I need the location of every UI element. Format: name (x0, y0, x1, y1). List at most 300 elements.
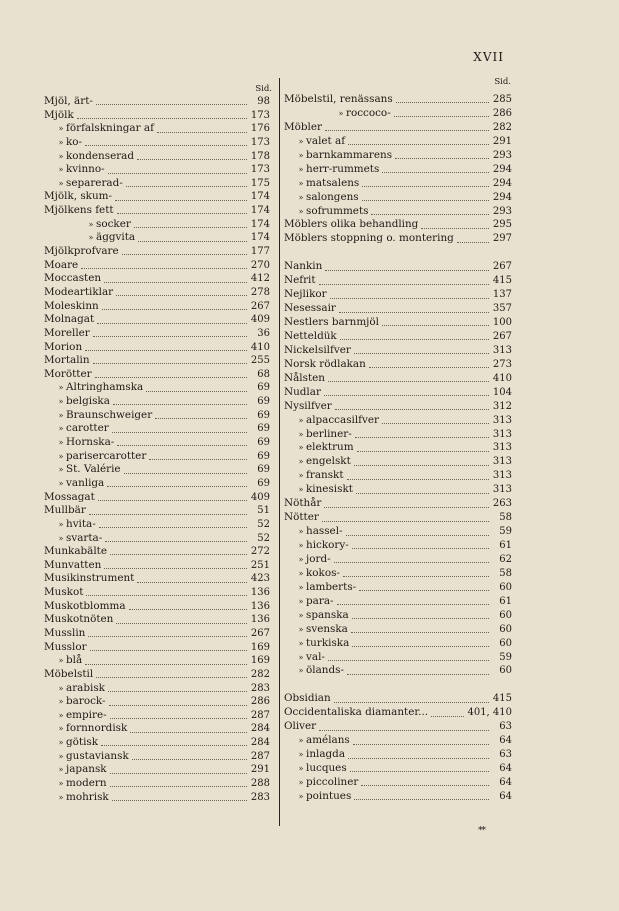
index-term: svarta- (66, 531, 103, 544)
index-entry (284, 483, 512, 497)
ditto-mark: » (298, 666, 304, 676)
column-divider (279, 78, 280, 826)
index-entry (284, 107, 512, 121)
index-entry (284, 428, 512, 442)
page-reference: 104 (492, 386, 512, 398)
index-term: roccoco- (346, 106, 391, 119)
index-term: barnkammarens (306, 148, 393, 161)
dot-leader (395, 158, 489, 159)
page-reference: 137 (492, 289, 512, 301)
index-entry (44, 627, 270, 641)
index-entry (284, 260, 512, 274)
index-entry (44, 231, 270, 245)
index-term: Möblers stoppning o. montering (284, 232, 454, 245)
page-reference: 51 (257, 505, 270, 517)
index-entry (44, 572, 270, 586)
index-term: Hornska- (66, 436, 115, 449)
ditto-mark: » (298, 791, 304, 801)
dot-leader (108, 691, 247, 692)
index-term: Mjöl, ärt- (44, 95, 93, 107)
ditto-mark: » (298, 554, 304, 564)
page-reference: 267 (492, 261, 512, 273)
index-term: piccoliner (306, 775, 359, 788)
ditto-mark: » (58, 683, 64, 693)
page-reference: 267 (250, 300, 270, 312)
page-reference: 69 (257, 382, 270, 394)
page-reference: 287 (250, 750, 270, 762)
index-entry (44, 409, 270, 423)
index-term: Altringhamska (66, 381, 144, 394)
index-entry (284, 344, 512, 358)
dot-leader (325, 270, 489, 271)
index-entry (44, 504, 270, 518)
index-term: Obsidian (284, 692, 331, 705)
dot-leader (110, 773, 247, 774)
index-term: äggvita (96, 231, 136, 244)
index-entry (44, 545, 270, 559)
dot-leader (93, 336, 247, 337)
index-entry (44, 122, 270, 136)
index-term: Möbelstil (44, 667, 94, 680)
dot-leader (431, 716, 464, 717)
index-term: Nestlers barnmjöl (284, 316, 379, 328)
page-reference: 62 (499, 553, 512, 565)
index-entry (44, 190, 270, 204)
dot-leader (319, 284, 489, 285)
page-reference: 415 (492, 693, 512, 705)
dot-leader (149, 459, 247, 460)
dot-leader (339, 312, 489, 313)
ditto-mark: » (58, 478, 64, 488)
index-entry (44, 736, 270, 750)
index-term: pointues (306, 789, 352, 802)
page-reference: 273 (492, 358, 512, 370)
index-term: jord- (306, 552, 331, 565)
ditto-mark: » (58, 710, 64, 720)
dot-leader (130, 732, 247, 733)
ditto-mark: » (298, 471, 304, 481)
index-term: Nejlikor (284, 288, 327, 301)
page-reference: 401, 410 (467, 707, 512, 719)
page-reference: 267 (492, 330, 512, 342)
dot-leader (98, 500, 247, 501)
dot-leader (85, 145, 247, 146)
index-term: förfalskningar af (66, 122, 154, 135)
ditto-mark: » (298, 443, 304, 453)
index-term: Muskotblomma (44, 599, 126, 612)
page-reference: 410 (250, 341, 270, 353)
dot-leader (352, 646, 489, 647)
page-reference: 64 (499, 776, 512, 788)
ditto-mark: » (58, 465, 64, 475)
index-entry (284, 790, 512, 804)
page-reference: 313 (492, 344, 512, 356)
page-reference: 293 (492, 149, 512, 161)
index-entry (44, 436, 270, 450)
index-entry (284, 358, 512, 372)
index-entry (44, 450, 270, 464)
page-reference: 283 (250, 682, 270, 694)
index-entry (44, 668, 270, 682)
page-reference: 59 (499, 526, 512, 538)
page-reference: 60 (499, 623, 512, 635)
dot-leader (101, 745, 247, 746)
dot-leader (355, 437, 489, 438)
dot-leader (85, 350, 247, 351)
index-entry (44, 245, 270, 259)
page-reference: 69 (257, 396, 270, 408)
index-term: kinesiskt (306, 483, 353, 496)
ditto-mark: » (58, 137, 64, 147)
dot-leader (122, 254, 247, 255)
ditto-mark: » (58, 519, 64, 529)
dot-leader (334, 562, 489, 563)
dot-leader (86, 595, 247, 596)
dot-leader (146, 391, 247, 392)
index-entry (284, 93, 512, 107)
page-reference: 278 (250, 286, 270, 298)
index-term: Modeartiklar (44, 285, 114, 298)
index-term: franskt (306, 469, 344, 482)
ditto-mark: » (58, 383, 64, 393)
page-reference: 284 (250, 737, 270, 749)
index-entry (284, 706, 512, 720)
ditto-mark: » (58, 697, 64, 707)
page-reference: 294 (492, 163, 512, 175)
dot-leader (340, 339, 489, 340)
index-entry (284, 302, 512, 316)
index-entry (44, 272, 270, 286)
dot-leader (347, 479, 489, 480)
page-reference: 61 (499, 595, 512, 607)
ditto-mark: » (298, 638, 304, 648)
dot-leader (124, 473, 247, 474)
index-term: Mjölk, skum- (44, 190, 113, 203)
page-reference: 409 (250, 491, 270, 503)
index-entry (284, 163, 512, 177)
index-entry (284, 288, 512, 302)
page-reference: 282 (492, 121, 512, 133)
ditto-mark: » (58, 438, 64, 448)
left-column-header: Sid. (255, 84, 272, 94)
index-term: Muskotnöten (44, 613, 114, 626)
page-reference: 410 (492, 372, 512, 384)
dot-leader (335, 409, 489, 410)
page-number: XVII (473, 50, 504, 64)
ditto-mark: » (298, 624, 304, 634)
footer-signature-mark: ** (478, 826, 485, 836)
index-term: Occidentaliska diamanter... (284, 706, 429, 719)
index-term: mohrisk (66, 790, 109, 803)
ditto-mark: » (58, 165, 64, 175)
dot-leader (112, 432, 247, 433)
page-reference: 59 (499, 651, 512, 663)
index-term: Munkabälte (44, 545, 108, 558)
index-term: svenska (306, 622, 348, 635)
index-term: kokos- (306, 566, 340, 579)
dot-leader (112, 800, 247, 801)
dot-leader (117, 213, 247, 214)
dot-leader (382, 423, 489, 424)
dot-leader (324, 395, 489, 396)
dot-leader (354, 353, 489, 354)
ditto-mark: » (298, 582, 304, 592)
dot-leader (334, 702, 489, 703)
page-reference: 175 (250, 177, 270, 189)
index-term: berliner- (306, 427, 352, 440)
ditto-mark: » (298, 457, 304, 467)
dot-leader (134, 227, 247, 228)
dot-leader (126, 186, 247, 187)
page-reference: 58 (499, 567, 512, 579)
dot-leader (352, 548, 489, 549)
index-term: Braunschweiger (66, 408, 153, 421)
index-entry (44, 654, 270, 668)
dot-leader (155, 418, 247, 419)
page-reference: 136 (250, 600, 270, 612)
index-entry (284, 581, 512, 595)
index-entry (284, 637, 512, 651)
dot-leader (104, 282, 247, 283)
index-entry (284, 511, 512, 525)
ditto-mark: » (298, 736, 304, 746)
page-reference: 100 (492, 317, 512, 328)
dot-leader (325, 130, 489, 131)
page-reference: 169 (250, 655, 270, 667)
ditto-mark: » (298, 777, 304, 787)
page-reference: 270 (250, 259, 270, 271)
page-reference: 177 (250, 246, 270, 258)
index-entry (284, 734, 512, 748)
index-term: Musslin (44, 626, 86, 639)
dot-leader (421, 228, 489, 229)
index-entry (284, 149, 512, 163)
ditto-mark: » (338, 108, 344, 118)
ditto-mark: » (88, 233, 94, 243)
ditto-mark: » (58, 451, 64, 461)
dot-leader (351, 632, 489, 633)
index-entry (44, 109, 270, 123)
ditto-mark: » (58, 178, 64, 188)
index-term: Oliver (284, 720, 317, 733)
index-entry (44, 763, 270, 777)
dot-leader (382, 172, 489, 173)
ditto-mark: » (298, 192, 304, 202)
page-reference: 61 (499, 540, 512, 551)
index-entry (284, 567, 512, 581)
page-reference: 136 (250, 614, 270, 626)
index-entry (44, 600, 270, 614)
page-reference: 52 (257, 518, 270, 530)
index-entry (44, 395, 270, 409)
index-entry (284, 553, 512, 567)
dot-leader (337, 604, 489, 605)
index-entry (284, 762, 512, 776)
index-term: fornnordisk (66, 722, 128, 735)
index-entry (284, 441, 512, 455)
dot-leader (113, 404, 247, 405)
index-term: lucques (306, 762, 347, 774)
page-reference: 169 (250, 641, 270, 653)
index-entry (44, 300, 270, 314)
page-reference: 312 (492, 400, 512, 412)
ditto-mark: » (88, 219, 94, 229)
index-term: Möbler (284, 120, 322, 133)
ditto-mark: » (298, 610, 304, 620)
page-reference: 288 (250, 778, 270, 790)
index-term: empire- (66, 708, 107, 721)
ditto-mark: » (298, 429, 304, 439)
ditto-mark: » (58, 765, 64, 775)
dot-leader (328, 660, 489, 661)
dot-leader (371, 214, 489, 215)
index-term: arabisk (66, 681, 105, 694)
index-entry (284, 748, 512, 762)
dot-leader (116, 295, 247, 296)
ditto-mark: » (58, 724, 64, 734)
page-reference: 64 (499, 735, 512, 747)
index-entry (284, 135, 512, 149)
dot-leader (90, 650, 247, 651)
index-entry (44, 341, 270, 355)
page-reference: 297 (492, 233, 512, 245)
dot-leader (110, 718, 247, 719)
page-reference: 294 (492, 177, 512, 189)
ditto-mark: » (298, 764, 304, 773)
dot-leader (105, 541, 247, 542)
dot-leader (319, 730, 489, 731)
dot-leader (81, 268, 247, 269)
page-reference: 412 (250, 273, 270, 285)
index-entry (284, 469, 512, 483)
dot-leader (99, 527, 247, 528)
index-entry (284, 651, 512, 665)
index-term: Mjölkens fett (44, 204, 114, 217)
page-reference: 286 (492, 107, 512, 119)
page-reference: 282 (250, 668, 270, 680)
dot-leader (96, 104, 247, 105)
ditto-mark: » (298, 568, 304, 578)
index-term: kvinno- (66, 163, 105, 176)
index-term: carotter (66, 422, 109, 435)
page-reference: 283 (250, 791, 270, 803)
page-reference: 313 (492, 428, 512, 440)
page-reference: 285 (492, 94, 512, 105)
index-entry (284, 274, 512, 288)
page-reference: 272 (250, 546, 270, 558)
index-entry (284, 623, 512, 637)
index-entry (284, 386, 512, 400)
index-term: hvita- (66, 517, 96, 530)
dot-leader (324, 507, 489, 508)
index-term: vanliga (66, 476, 105, 489)
page-reference: 294 (492, 191, 512, 203)
index-term: herr-rummets (306, 162, 380, 175)
index-term: Moleskinn (44, 299, 99, 312)
index-term: Mjölkprofvare (44, 245, 119, 258)
index-column-left (44, 95, 270, 804)
index-term: elektrum (306, 441, 354, 454)
page-reference: 415 (492, 275, 512, 287)
index-term: Norsk rödlakan (284, 357, 366, 370)
ditto-mark: » (298, 150, 304, 160)
index-entry (284, 121, 512, 135)
ditto-mark: » (58, 779, 64, 789)
dot-leader (102, 309, 247, 310)
index-entry (44, 286, 270, 300)
index-entry (44, 722, 270, 736)
page-reference: 173 (250, 109, 270, 121)
index-entry (44, 586, 270, 600)
index-entry (44, 750, 270, 764)
dot-leader (117, 445, 247, 446)
ditto-mark: » (298, 750, 304, 760)
index-term: parisercarotter (66, 449, 147, 462)
index-term: Netteldük (284, 329, 337, 342)
dot-leader (108, 173, 247, 174)
page-reference: 69 (257, 409, 270, 421)
dot-leader (110, 786, 247, 787)
page-reference: 63 (499, 749, 512, 761)
page-reference: 295 (492, 219, 512, 231)
index-entry (284, 316, 512, 330)
dot-leader (77, 118, 247, 119)
index-entry (284, 497, 512, 511)
index-entry (284, 609, 512, 623)
page-reference: 58 (499, 512, 512, 524)
dot-leader (356, 493, 489, 494)
page-reference: 173 (250, 136, 270, 148)
page-reference: 64 (499, 790, 512, 802)
ditto-mark: » (298, 596, 304, 606)
index-entry (284, 776, 512, 790)
dot-leader (354, 799, 489, 800)
page-reference: 313 (492, 470, 512, 482)
page-reference: 263 (492, 498, 512, 510)
page-reference: 178 (250, 150, 270, 162)
page-reference: 69 (257, 450, 270, 462)
ditto-mark: » (58, 533, 64, 543)
page-reference: 69 (257, 423, 270, 435)
index-entry (284, 692, 512, 706)
index-term: Möblers olika behandling (284, 218, 419, 231)
page-reference: 176 (250, 123, 270, 135)
dot-leader (96, 677, 247, 678)
dot-leader (457, 242, 489, 243)
page-reference: 174 (250, 218, 270, 230)
index-term: Nålsten (284, 371, 325, 384)
page-reference: 36 (257, 327, 270, 339)
index-entry (44, 518, 270, 532)
dot-leader (330, 298, 489, 299)
index-entry (44, 136, 270, 150)
page-reference: 174 (250, 232, 270, 244)
ditto-mark: » (58, 751, 64, 761)
index-term: belgiska (66, 395, 110, 408)
index-entry (44, 354, 270, 368)
page-reference: 52 (257, 532, 270, 544)
dot-leader (347, 674, 489, 675)
index-entry (284, 525, 512, 539)
index-entry (284, 595, 512, 609)
ditto-mark: » (58, 656, 64, 666)
index-term: Moreller (44, 326, 90, 339)
index-entry (44, 368, 270, 382)
dot-leader (107, 486, 247, 487)
dot-leader (109, 705, 247, 706)
page-reference: 357 (492, 303, 512, 315)
page-reference: 69 (257, 464, 270, 476)
